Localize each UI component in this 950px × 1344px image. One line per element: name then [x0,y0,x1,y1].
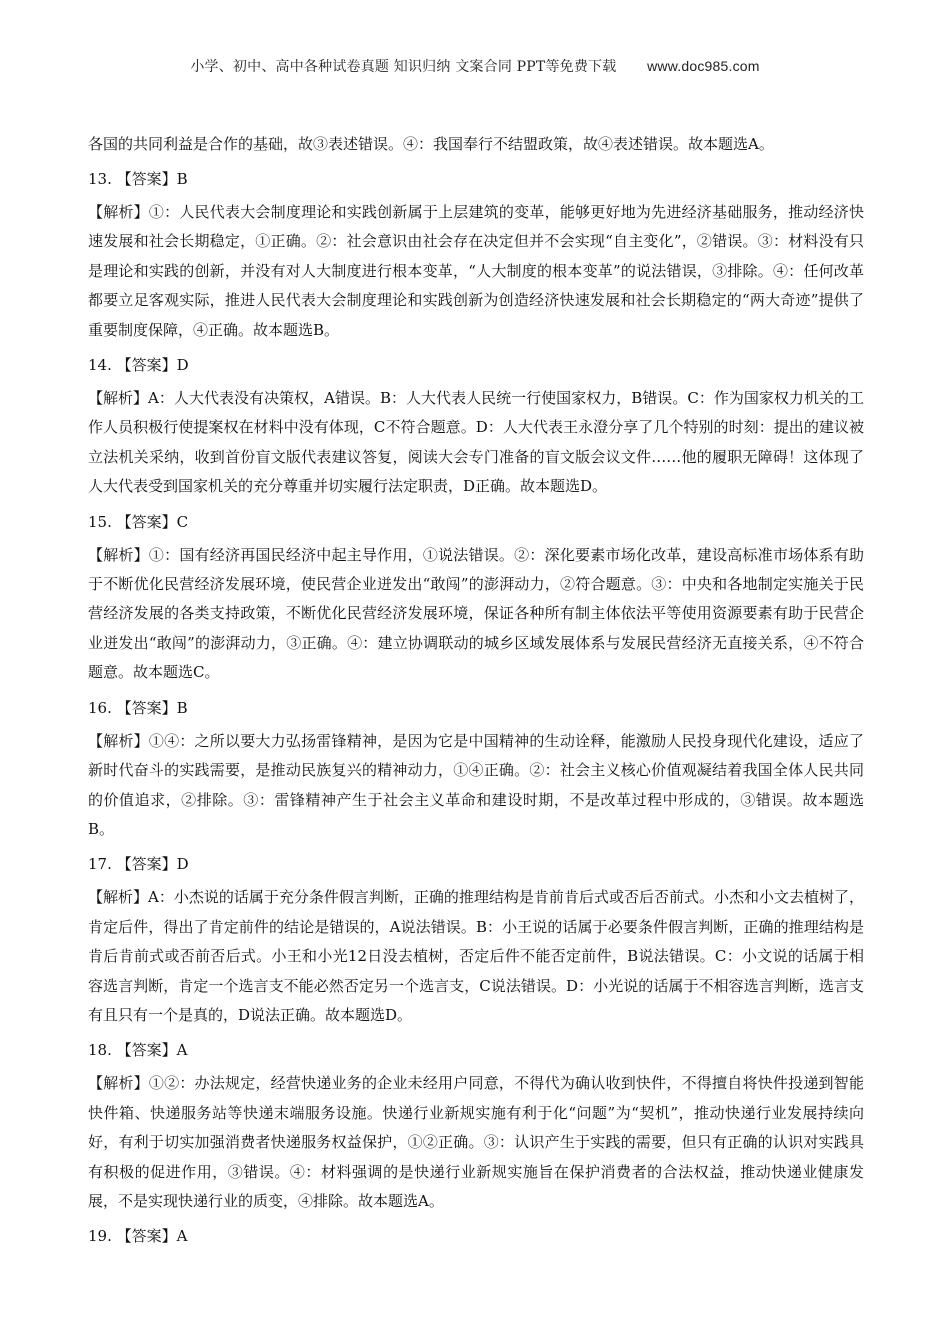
answer-16: 16. 【答案】B [88,698,188,717]
answer-14: 14. 【答案】D [88,356,189,375]
analysis-13: 【解析】①：人民代表大会制度理论和实践创新属于上层建筑的变革，能够更好地为先进经济基础服务，推动经济快速发展和社会长期稳定，①正确。②：社会意识由社会存在决定但并不会实现“自主变化”，②错误。③：材料没有只是理论和实践的创新，并没有对人大制度进行根本变革，“人大制度的根本变革”的说法错误，③排除。④：任何改革都要立足客观实际，推进人民代表大会制度理论和实践创新为创造经济快速发展和社会长期稳定的“两大奇迹”提供了重要制度保障，④正确。故本题选B。 [88,203,864,339]
page-header [0,56,950,76]
analysis-16: 【解析】①④：之所以要大力弘扬雷锋精神，是因为它是中国精神的生动诠释，能激励人民投身现代化建设，适应了新时代奋斗的实践需要，是推动民族复兴的精神动力，①④正确。②：社会主义核心价值观凝结着我国全体人民共同的价值追求，②排除。③：雷锋精神产生于社会主义革命和建设时期，不是改革过程中形成的，③错误。故本题选B。 [88,731,864,838]
answer-15: 15. 【答案】C [88,512,189,531]
answer-13: 13. 【答案】B [88,170,188,188]
answer-19: 19. 【答案】A [88,1227,188,1246]
intro-paragraph: 各国的共同利益是合作的基础，故③表述错误。④：我国奉行不结盟政策，故④表述错误。故本题选A。 [88,135,774,153]
analysis-15: 【解析】①：国有经济再国民经济中起主导作用，①说法错误。②：深化要素市场化改革，建设高标准市场体系有助于不断优化民营经济发展环境，使民营企业迸发出“敢闯”的澎湃动力，②符合题意。③：中央和各地制定实施关于民营经济发展的各类支持政策，不断优化民营经济发展环境，保证各种所有制主体依法平等使用资源要素有助于民营企业迸发出“敢闯”的澎湃动力，③正确。④：建立协调联动的城乡区域发展体系与发展民营经济无直接关系，④不符合题意。故本题选C。 [88,545,864,682]
header-text: 小学、初中、高中各种试卷真题 知识归纳 文案合同 PPT等免费下载 [190,59,617,75]
header-site-link[interactable]: www.doc985.com [647,58,760,74]
answer-18: 18. 【答案】A [88,1041,188,1060]
analysis-18: 【解析】①②：办法规定，经营快递业务的企业未经用户同意，不得代为确认收到快件，不得擅自将快件投递到智能快件箱、快递服务站等快递末端服务设施。快递行业新规实施有利于化“问题”为“契机”，推动快递行业发展持续向好，有利于切实加强消费者快递服务权益保护，①②正确。③：认识产生于实践的需要，但只有正确的认识对实践具有积极的促进作用，③错误。④：材料强调的是快递行业新规实施旨在保护消费者的合法权益，推动快递业健康发展，不是实现快递行业的质变，④排除。故本题选A。 [88,1074,864,1210]
analysis-17: 【解析】A：小杰说的话属于充分条件假言判断，正确的推理结构是肯前肯后式或否后否前式。小杰和小文去植树了，肯定后件，得出了肯定前件的结论是错误的，A说法错误。B：小王说的话属于必要条件假言判断，正确的推理结构是肯后肯前式或否前否后式。小王和小光12日没去植树，否定后件不能否定前件，B说法错误。C：小文说的话属于相容选言判断，肯定一个选言支不能必然否定另一个选言支，C说法错误。D：小光说的话属于不相容选言判断，选言支有且只有一个是真的，D说法正确。故本题选D。 [88,888,864,1024]
document-body [88,130,864,1251]
answer-17: 17. 【答案】D [88,855,189,874]
analysis-14: 【解析】A：人大代表没有决策权，A错误。B：人大代表人民统一行使国家权力，B错误。C：作为国家权力机关的工作人员积极行使提案权在材料中没有体现，C不符合题意。D：人大代表王永澄分享了几个特别的时刻：提出的建议被立法机关采纳，收到首份盲文版代表建议答复，阅读大会专门准备的盲文版会议文件……他的履职无障碍！这体现了人大代表受到国家机关的充分尊重并切实履行法定职责，D正确。故本题选D。 [88,389,864,496]
